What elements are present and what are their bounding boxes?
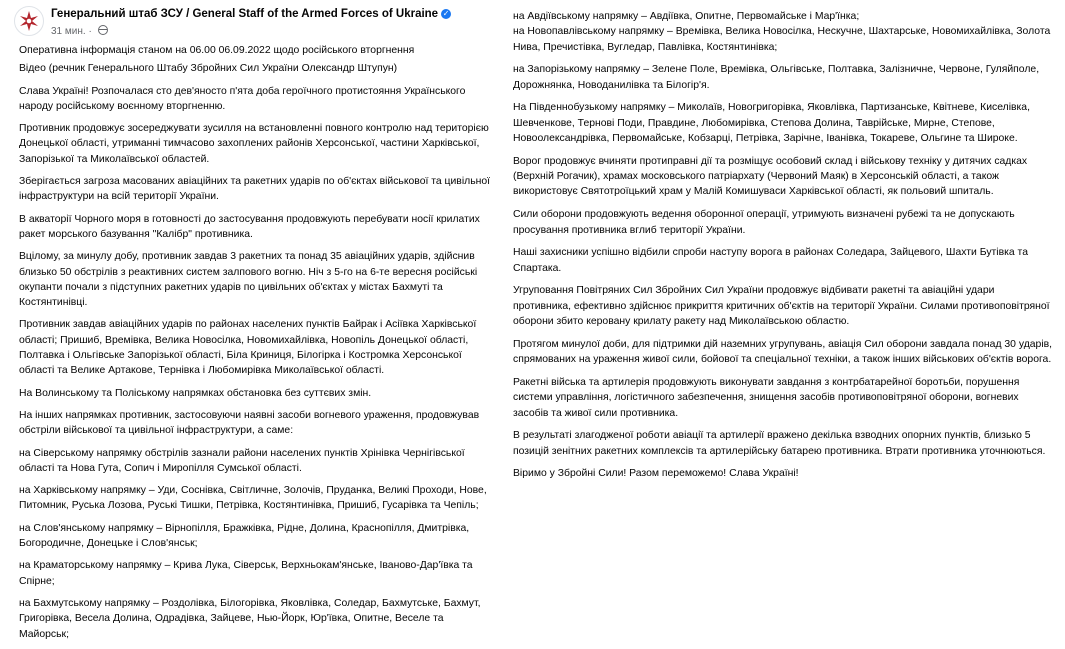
general-staff-emblem-icon	[19, 10, 39, 32]
post-paragraph: Віримо у Збройні Сили! Разом переможемо! Слава Україні!	[513, 468, 799, 480]
post-paragraph: Ракетні війська та артилерія продовжують виконувати завдання з контрбатарейної боротьби, порушення системи управління, логістичного забезпечення, знищення засобів противоповітряної оборони, вогневих засобів та живої сили противника.	[513, 376, 1020, 419]
post-paragraph: на Запорізькому напрямку – Зелене Поле, Времівка, Ольгівське, Полтавка, Залізничне, Червоне, Гуляйполе, Дорожнянка, Новоданилівка та Білогір'я.	[513, 64, 1040, 91]
post-header	[0, 0, 492, 40]
post-paragraph: Слава Україні! Розпочалася сто дев'яносто п'ята доба героїчного протистояння Українського народу російському воєнному вторгненню.	[19, 85, 466, 112]
verified-badge-icon: ✓	[442, 9, 450, 18]
post-paragraph: Вцілому, за минулу добу, противник завдав 3 ракетних та понад 35 авіаційних ударів, здійснив близько 50 обстрілів з реактивних систем залпового вогню. Ніч з 5-го на 6-те вересня російські окупанти почали з підступних ракетних ударів по цивільних об'єктах у містах Бахмуті та Костянтинівці.	[19, 251, 478, 309]
post-paragraph: Сили оборони продовжують ведення оборонної операції, утримують визначені рубежі та не допускають просування противника вглиб території України.	[513, 209, 1015, 236]
post-paragraph: На Південнобузькому напрямку – Миколаїв, Новогригорівка, Яковлівка, Партизанське, Квітневе, Киселівка, Шевченкове, Тернові Поди, Правдине, Любомирівка, Степова Долина, Таврійське, Мирне, Степове, Новоолександрівка, Первомайське, Кобзарці, Петрівка, Зарічне, Іванівка, Токареве, Ольгине та Широке.	[513, 102, 1030, 145]
page-name[interactable]: Генеральний штаб ЗСУ / General Staff of the Armed Forces of Ukraine ✓	[51, 8, 450, 20]
post-paragraph: Противник продовжує зосереджувати зусилля на встановленні повного контролю над територією Донецької області, утриманні тимчасово захоплених районів Херсонської, частини Харківської, Запорізької та Миколаївської областей.	[19, 123, 489, 165]
post-paragraph: на Харківському напрямку – Уди, Соснівка, Світличне, Золочів, Пруданка, Великі Проходи, Нове, Питомник, Руська Лозова, Руські Тишки, Петрівка, Костянтинівка, Пришиб, Гусарівка та Чепіль;	[19, 485, 487, 512]
post-paragraph: Протягом минулої доби, для підтримки дій наземних угрупувань, авіація Сил оборони завдала понад 30 ударів, спрямованих на ураження живої сили, бойової та спеціальної техніки, а також інших військових об'єктів ворога.	[513, 338, 1053, 366]
post-paragraph: Оперативна інформація станом на 06.00 06.09.2022 щодо російського вторгнення	[19, 45, 415, 56]
post-paragraph: На інших напрямках противник, застосовуючи наявні засоби вогневого ураження, продовжував обстріли військової та цивільної інфраструктури, а саме:	[19, 409, 480, 437]
post-time[interactable]: 31 мин.	[51, 26, 86, 37]
post-paragraph: Зберігається загроза масованих авіаційних та ракетних ударів по об'єктах військової та цивільної інфраструктури на всій території України.	[19, 176, 491, 203]
post-text-right	[505, 9, 1053, 482]
post-paragraph: В акваторії Чорного моря в готовності до застосування продовжують перебувати носії крилатих ракет морського базування "Калібр" противника.	[19, 213, 480, 240]
post-paragraph: Ворог продовжує вчиняти протиправні дії та розміщує особовий склад і військову техніку у дитячих садках (Верхній Рогачик), храмах московського патріархату (Червоний Маяк) в Херсонській області, а також використовує Святотроїцький храм у Малій Комишуваси Харківської області, як польовий шпиталь.	[513, 155, 1028, 198]
post-text-left	[0, 43, 492, 642]
post-paragraph: Відео (речник Генерального Штабу Збройних Сил України Олександр Штупун)	[19, 63, 398, 75]
post-paragraph: на Слов'янському напрямку – Вірнопілля, Бражківка, Рідне, Долина, Краснопілля, Дмитрівка, Богородичне, Донецьке і Слов'янськ;	[19, 522, 470, 550]
post-paragraph: на Авдіївському напрямку – Авдіївка, Опитне, Первомайське і Мар'їнка; на Новопавлівському напрямку – Времівка, Велика Новосілка, Нескучне, Шахтарське, Новомихайлівка, Золота Нива, Пречистівка, Вугледар, Павлівка, Костянтинівка;	[513, 11, 1051, 53]
post-paragraph: на Бахмутському напрямку – Роздолівка, Білогорівка, Яковлівка, Соледар, Бахмутське, Бахмут, Григорівка, Весела Долина, Одрадівка, Зайцеве, Нью-Йорк, Юр'ївка, Опитне, Веселе та Майорськ;	[19, 597, 481, 640]
post-meta: 31 мин. ·	[51, 25, 108, 37]
post-paragraph: Противник завдав авіаційних ударів по районах населених пунктів Байрак і Асіївка Харківської області; Пришиб, Времівка, Велика Новосілка, Новомихайлівка, Новопіль Донецької області, Полтавка і Ольгівське Запорізької області, Біла Криниця, Білогірка і Костромка Херсонської області та Велике Артакове, Тернівка і Любомирівка Миколаївської області.	[19, 319, 477, 377]
post-paragraph: Наші захисники успішно відбили спроби наступу ворога в районах Соледара, Зайцевого, Шахти Бутівка та Спартака.	[513, 247, 1028, 274]
globe-icon	[98, 25, 108, 35]
post-right-column	[505, 0, 1053, 489]
avatar[interactable]	[14, 6, 44, 36]
post-paragraph: на Сіверському напрямку обстрілів зазнали райони населених пунктів Хрінівка Чернігівської області та Нова Гута, Сопич і Миропілля Сумської області.	[19, 447, 465, 474]
post-paragraph: В результаті злагодженої роботи авіації та артилерії вражено декілька взводних опорних пунктів, близько 5 позицій зенітних ракетних комплексів та артилерійську батарею противника. Втрати противника уточнюються.	[513, 430, 1046, 457]
post-left-column	[0, 0, 492, 649]
post-paragraph: на Краматорському напрямку – Крива Лука, Сіверськ, Верхньокам'янське, Іваново-Дар'ївка та Спірне;	[19, 560, 473, 587]
post-paragraph: Угруповання Повітряних Сил Збройних Сил України продовжує відбивати ракетні та авіаційні удари противника, ефективно здійснює прикриття критичних об'єктів на території України. Силами противоповітряної оборони збито керовану крилату ракету над Миколаївською областю.	[513, 285, 1050, 328]
post-paragraph: На Волинському та Поліському напрямках обстановка без суттєвих змін.	[19, 387, 372, 399]
